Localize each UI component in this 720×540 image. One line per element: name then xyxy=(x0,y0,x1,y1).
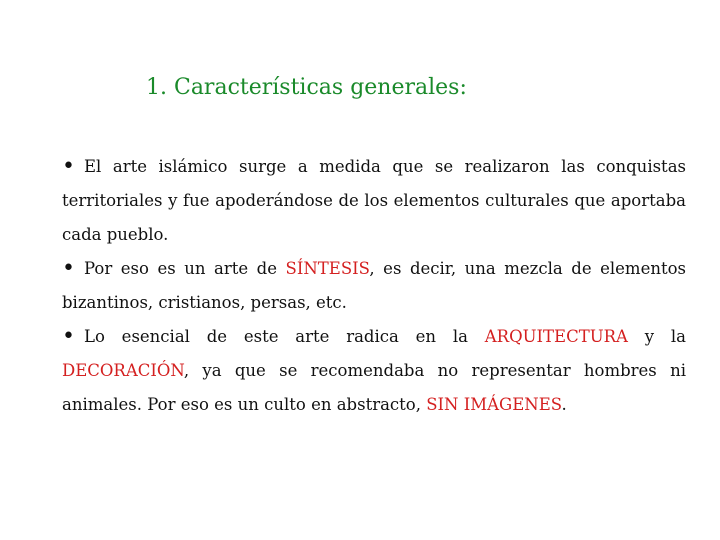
highlight-sin-imagenes: SIN IMÁGENES xyxy=(426,395,562,414)
bullet-item-1 xyxy=(62,150,686,252)
highlight-sintesis: SÍNTESIS xyxy=(285,259,370,278)
bullet-icon: • xyxy=(62,256,75,281)
bullet-list xyxy=(62,150,686,422)
highlight-decoracion: DECORACIÓN xyxy=(62,361,184,380)
bullet-text: Lo esencial de este arte radica en la xyxy=(84,327,485,346)
bullet-text: , es decir, una mezcla de elementos bizantinos, cristianos, persas, etc. xyxy=(62,259,686,312)
bullet-icon: • xyxy=(62,154,75,179)
slide-title: 1. Características generales: xyxy=(146,75,467,100)
bullet-item-2 xyxy=(62,252,686,320)
highlight-arquitectura: ARQUITECTURA xyxy=(484,327,628,346)
bullet-text: El arte islámico surge a medida que se realizaron las conquistas territoriales y fue apoderándose de los elementos culturales que aportaba cada pueblo. xyxy=(62,157,686,244)
bullet-icon: • xyxy=(62,324,75,349)
bullet-text: . xyxy=(561,395,567,414)
bullet-text: y la xyxy=(627,327,686,346)
bullet-text: , ya que se recomendaba no representar hombres ni animales. Por eso es un culto en abstracto, xyxy=(62,361,686,414)
bullet-text: Por eso es un arte de xyxy=(84,259,286,278)
bullet-item-3 xyxy=(62,320,686,422)
